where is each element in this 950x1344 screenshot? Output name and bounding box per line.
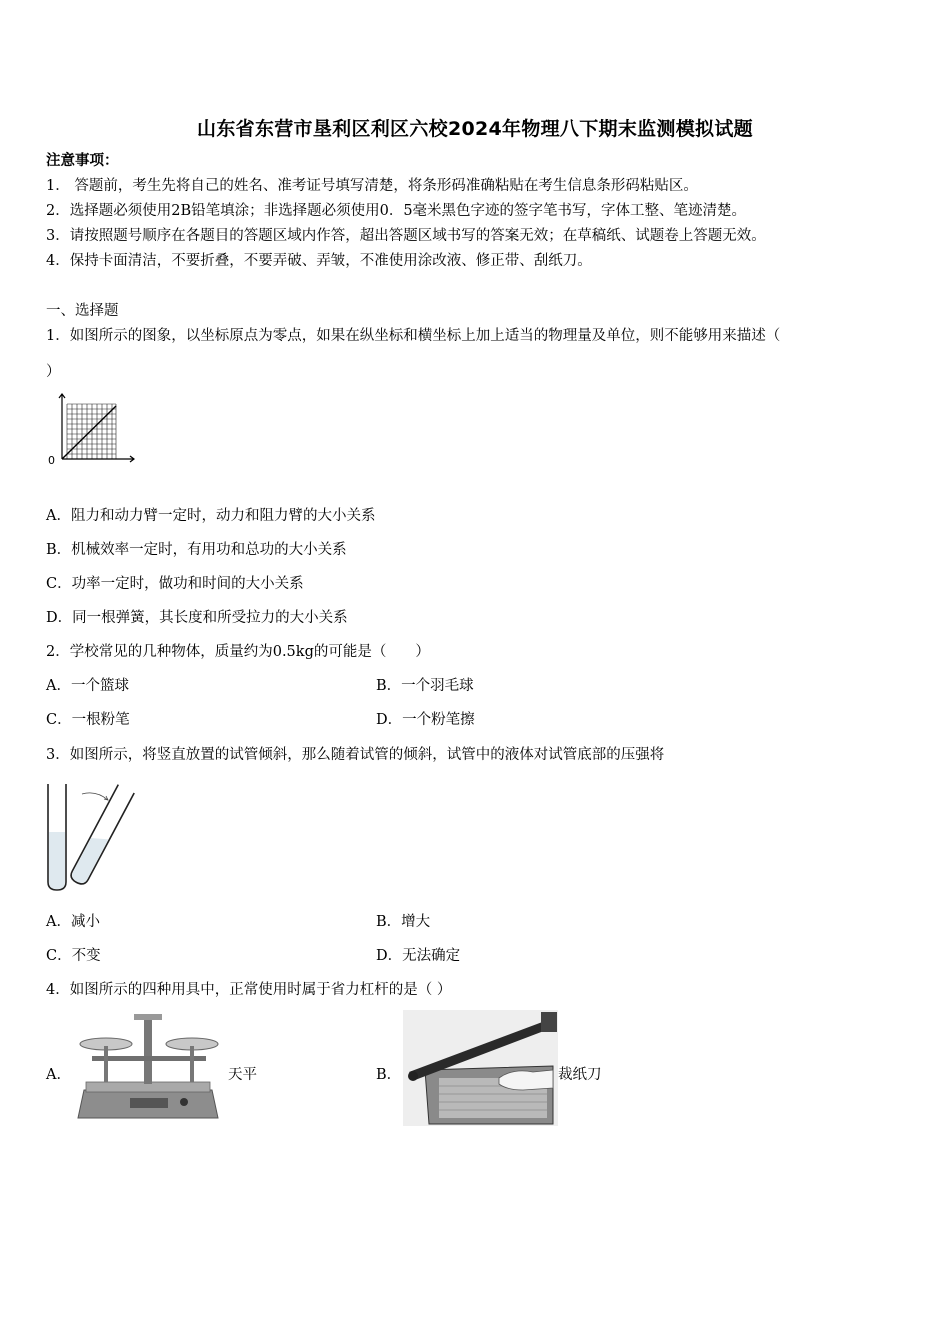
q2-option-d: D．一个粉笔擦: [376, 712, 475, 728]
q4-option-b-caption: 裁纸刀: [558, 1067, 602, 1083]
q1-origin-label: 0: [48, 454, 55, 467]
q2-option-b: B．一个羽毛球: [376, 678, 474, 694]
page-title: 山东省东营市垦利区利区六校2024年物理八下期末监测模拟试题: [197, 118, 753, 140]
balance-scale-image: [72, 1010, 226, 1124]
q1-option-a: A．阻力和动力臂一定时，动力和阻力臂的大小关系: [46, 508, 376, 524]
q1-option-b: B．机械效率一定时，有用功和总功的大小关系: [46, 542, 347, 558]
q1-option-d: D．同一根弹簧，其长度和所受拉力的大小关系: [46, 610, 348, 626]
notice-item: 3．请按照题号顺序在各题目的答题区域内作答，超出答题区域书写的答案无效；在草稿纸、试题卷上答题无效。: [46, 228, 766, 244]
notice-heading: 注意事项：: [46, 152, 119, 169]
q3-option-c: C．不变: [46, 948, 101, 964]
q3-option-b: B．增大: [376, 914, 431, 930]
q1-option-c: C．功率一定时，做功和时间的大小关系: [46, 576, 304, 592]
q2-option-c: C．一根粉笔: [46, 712, 130, 728]
q4-option-a-caption: 天平: [228, 1067, 257, 1083]
q4-option-b-letter: B．: [376, 1067, 402, 1083]
q1-stem: 1．如图所示的图象，以坐标原点为零点，如果在纵坐标和横坐标上加上适当的物理量及单位，则不能够用来描述（: [46, 328, 781, 344]
q4-option-a-letter: A．: [46, 1067, 71, 1083]
q1-graph: [46, 392, 141, 468]
q3-test-tube-figure: [44, 780, 144, 892]
notice-item: 2．选择题必须使用2B铅笔填涂；非选择题必须使用0．5毫米黑色字迹的签字笔书写，字体工整、笔迹清楚。: [46, 203, 747, 219]
q2-option-a: A．一个篮球: [46, 678, 129, 694]
notice-item: 4．保持卡面清洁，不要折叠，不要弄破、弄皱，不准使用涂改液、修正带、刮纸刀。: [46, 253, 592, 269]
notice-item: 1． 答题前，考生先将自己的姓名、准考证号填写清楚，将条形码准确粘贴在考生信息条形码粘贴区。: [46, 178, 698, 194]
q3-stem: 3．如图所示，将竖直放置的试管倾斜，那么随着试管的倾斜，试管中的液体对试管底部的压强将: [46, 747, 665, 763]
q1-stem-cont: ）: [46, 364, 61, 380]
paper-cutter-image: [403, 1010, 558, 1126]
q2-stem: 2．学校常见的几种物体，质量约为0.5kg的可能是（ ）: [46, 644, 430, 660]
q4-stem: 4．如图所示的四种用具中，正常使用时属于省力杠杆的是（ ）: [46, 982, 452, 998]
section-heading: 一、选择题: [46, 303, 119, 319]
q3-option-a: A．减小: [46, 914, 100, 930]
q3-option-d: D．无法确定: [376, 948, 461, 964]
